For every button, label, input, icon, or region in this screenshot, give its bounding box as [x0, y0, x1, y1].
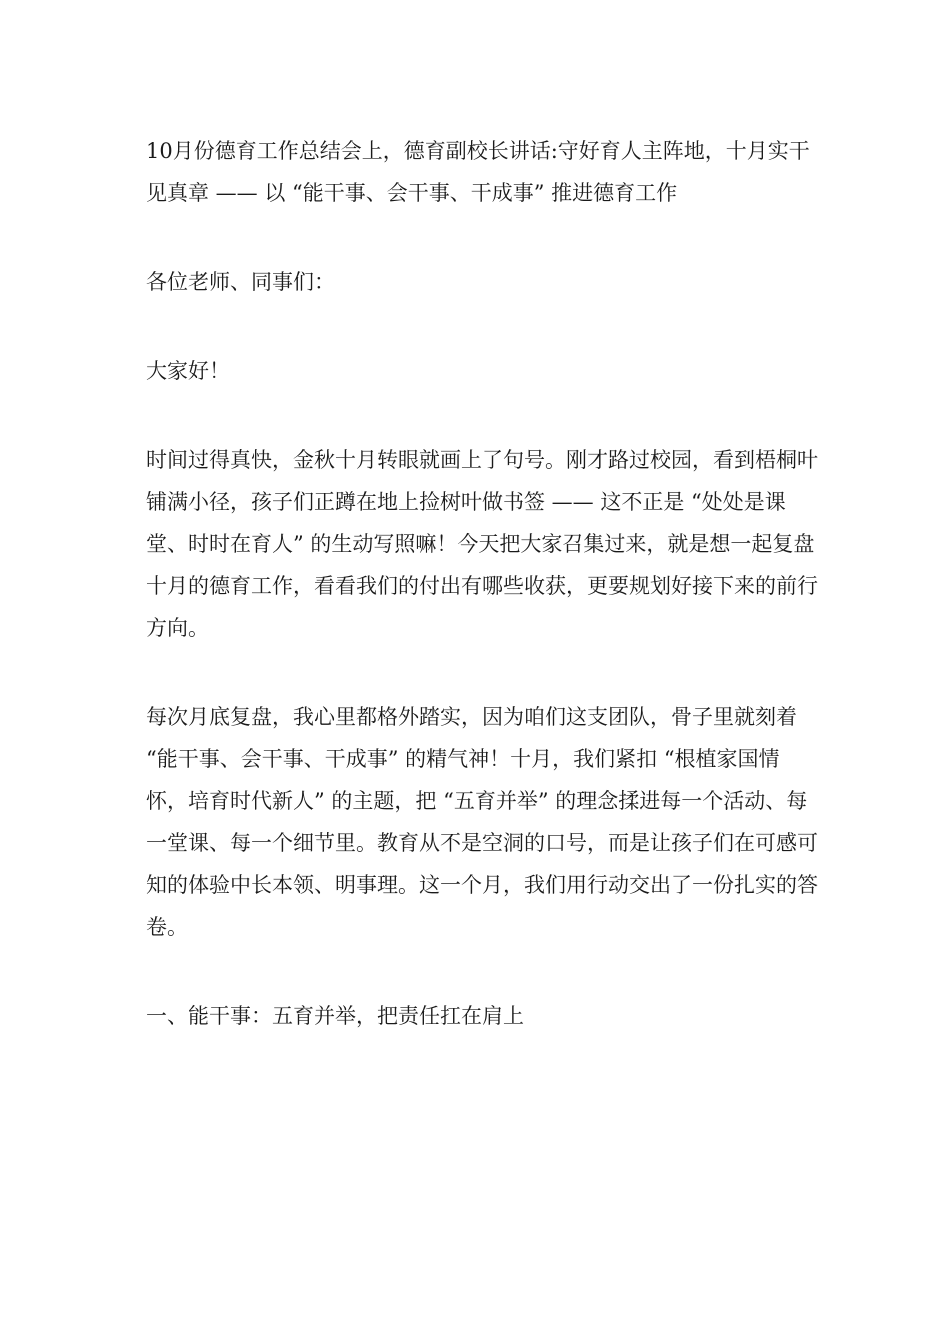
salutation: 各位老师、同事们：	[146, 270, 335, 294]
paragraph-review: 每次月底复盘，我心里都格外踏实，因为咱们这支团队，骨子里就刻着 “能干事、会干事、干成事” 的精气神！十月，我们紧扣 “根植家国情怀，培育时代新人” 的主题，把 “五育并举” 的理念揉进每一个活动、每一堂课、每一个细节里。教育从不是空洞的口号，而是让孩子们在可感可知的体验中长本领、明事理。这一个月，我们用行动交出了一份扎实的答卷。	[146, 705, 818, 939]
document-body	[146, 130, 821, 1084]
paragraph-intro: 时间过得真快，金秋十月转眼就画上了句号。刚才路过校园，看到梧桐叶铺满小径，孩子们正蹲在地上捡树叶做书签 —— 这不正是 “处处是课堂、时时在育人” 的生动写照嘛！今天把大家召集过来，就是想一起复盘十月的德育工作，看看我们的付出有哪些收获，更要规划好接下来的前行方向。	[146, 448, 818, 640]
greeting: 大家好！	[146, 359, 230, 383]
document-title: 10月份德育工作总结会上，德育副校长讲话:守好育人主阵地，十月实干见真章 —— 以 “能干事、会干事、干成事” 推进德育工作	[146, 139, 810, 205]
section-heading: 一、能干事：五育并举，把责任扛在肩上	[146, 1004, 524, 1028]
